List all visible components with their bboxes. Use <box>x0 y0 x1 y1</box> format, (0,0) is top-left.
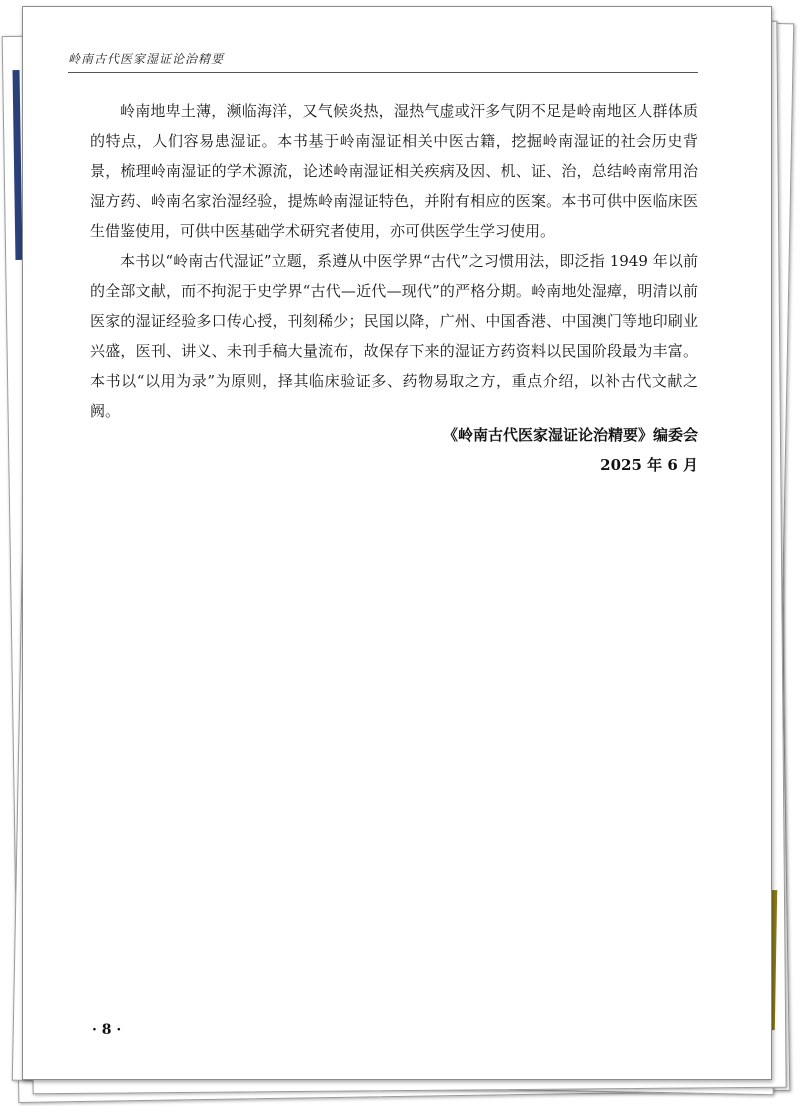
paragraph: 本书以“岭南古代湿证”立题，系遵从中医学界“古代”之习惯用法，即泛指 1949 年以前的全部文献，而不拘泥于史学界“古代—近代—现代”的严格分期。岭南地处湿瘴，明清以前医家的湿证经验多口传心授，刊刻稀少；民国以降，广州、中国香港、中国澳门等地印刷业兴盛，医刊、讲义、未刊手稿大量流布，故保存下来的湿证方药资料以民国阶段最为丰富。本书以“以用为录”为原则，择其临床验证多、药物易取之方，重点介绍，以补古代文献之阙。 <box>90 252 698 420</box>
signature-date: 2025 年 6 月 <box>600 456 698 474</box>
signature-committee: 《岭南古代医家湿证论治精要》编委会 <box>442 426 698 444</box>
body-text <box>90 96 698 426</box>
page-number: · 8 · <box>92 1022 122 1038</box>
header-rule <box>68 72 698 73</box>
running-header: 岭南古代医家湿证论治精要 <box>68 52 225 66</box>
paragraph: 岭南地卑土薄，濒临海洋，又气候炎热，湿热气虚或汗多气阴不足是岭南地区人群体质的特点，人们容易患湿证。本书基于岭南湿证相关中医古籍，挖掘岭南湿证的社会历史背景，梳理岭南湿证的学术源流，论述岭南湿证相关疾病及因、机、证、治，总结岭南常用治湿方药、岭南名家治湿经验，提炼岭南湿证特色，并附有相应的医案。本书可供中医临床医生借鉴使用，可供中医基础学术研究者使用，亦可供医学生学习使用。 <box>90 102 698 240</box>
